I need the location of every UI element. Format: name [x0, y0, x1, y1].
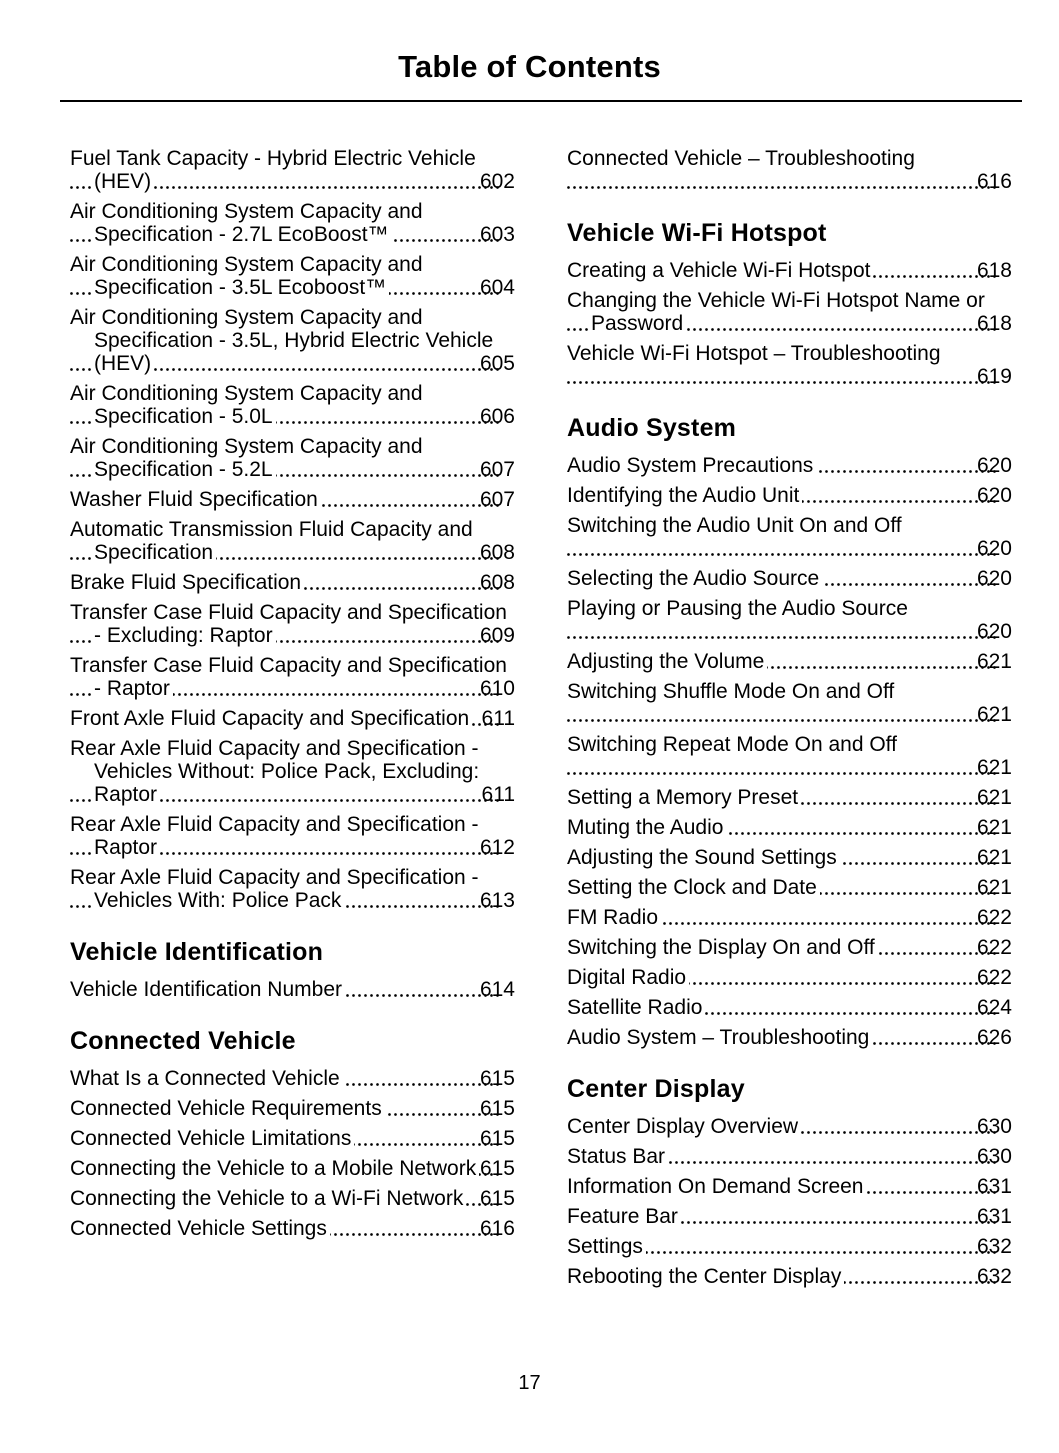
toc-entry-page: 616	[976, 170, 1012, 193]
toc-entry[interactable]	[567, 996, 1012, 1019]
toc-entry-page: 621	[976, 756, 1012, 779]
toc-entry-label: Connected Vehicle – Troubleshooting	[567, 147, 918, 170]
toc-entry-page: 613	[479, 889, 515, 912]
toc-entry[interactable]	[567, 567, 1012, 590]
toc-entry-label: Switching the Display On and Off	[567, 936, 878, 959]
toc-entry-page: 620	[976, 620, 1012, 643]
toc-entry-page: 621	[976, 876, 1012, 899]
toc-entry[interactable]	[70, 601, 515, 647]
toc-entry-label: Transfer Case Fluid Capacity and Specification - Excluding: Raptor	[70, 601, 507, 647]
toc-entry-label: Connected Vehicle Requirements	[70, 1097, 385, 1120]
toc-entry[interactable]	[70, 813, 515, 859]
toc-entry[interactable]	[567, 680, 1012, 726]
section-heading: Audio System	[567, 414, 737, 442]
toc-entry-page: 612	[479, 836, 515, 859]
toc-entry-label: Audio System Precautions	[567, 454, 816, 477]
toc-entry[interactable]	[70, 435, 515, 481]
toc-entry-label: Rear Axle Fluid Capacity and Specification - Vehicles With: Police Pack	[70, 866, 479, 912]
toc-entry[interactable]	[567, 1115, 1012, 1138]
toc-entry-label: Vehicle Identification Number	[70, 978, 345, 1001]
toc-entry-label: Information On Demand Screen	[567, 1175, 866, 1198]
toc-content	[0, 102, 1059, 1295]
toc-entry-label: Connecting the Vehicle to a Mobile Network	[70, 1157, 479, 1180]
toc-entry-label: FM Radio	[567, 906, 661, 929]
toc-entry[interactable]	[567, 454, 1012, 477]
toc-entry-page: 605	[479, 352, 515, 375]
toc-entry-label: Air Conditioning System Capacity and Specification - 5.0L	[70, 382, 423, 428]
toc-entry[interactable]	[70, 707, 515, 730]
toc-entry-page: 622	[976, 966, 1012, 989]
toc-entry-page: 615	[479, 1127, 515, 1150]
toc-entry-label: Rebooting the Center Display	[567, 1265, 844, 1288]
toc-entry[interactable]	[567, 906, 1012, 929]
toc-entry-label: Air Conditioning System Capacity and Specification - 2.7L EcoBoost™	[70, 200, 423, 246]
toc-entry[interactable]	[70, 253, 515, 299]
page-title: Table of Contents	[398, 49, 661, 84]
toc-entry[interactable]	[567, 936, 1012, 959]
toc-entry-label: Connecting the Vehicle to a Wi-Fi Network	[70, 1187, 466, 1210]
toc-entry-label: Feature Bar	[567, 1205, 681, 1228]
toc-entry-label: Switching the Audio Unit On and Off	[567, 514, 905, 537]
toc-entry-label: Air Conditioning System Capacity and Specification - 3.5L Ecoboost™	[70, 253, 423, 299]
toc-entry-label: Switching Repeat Mode On and Off	[567, 733, 900, 756]
toc-entry[interactable]	[567, 1235, 1012, 1258]
toc-entry-page: 616	[479, 1217, 515, 1240]
toc-entry[interactable]	[567, 289, 1012, 335]
toc-entry-page: 626	[976, 1026, 1012, 1049]
toc-entry[interactable]	[70, 1187, 515, 1210]
toc-entry-page: 622	[976, 906, 1012, 929]
toc-entry[interactable]	[70, 1157, 515, 1180]
toc-entry[interactable]	[567, 876, 1012, 899]
toc-entry[interactable]	[70, 147, 515, 193]
toc-entry-label: Audio System – Troubleshooting	[567, 1026, 872, 1049]
toc-entry-page: 604	[479, 276, 515, 299]
toc-entry-page: 620	[976, 537, 1012, 560]
toc-entry-page: 603	[479, 223, 515, 246]
toc-right-column	[567, 147, 1012, 1295]
toc-entry-page: 621	[976, 846, 1012, 869]
toc-entry-label: Digital Radio	[567, 966, 689, 989]
toc-entry[interactable]	[567, 816, 1012, 839]
toc-entry[interactable]	[70, 382, 515, 428]
toc-entry-label: Muting the Audio	[567, 816, 726, 839]
toc-entry[interactable]	[70, 200, 515, 246]
toc-entry-page: 615	[479, 1187, 515, 1210]
toc-entry-label: Setting a Memory Preset	[567, 786, 801, 809]
toc-entry-page: 630	[976, 1115, 1012, 1138]
toc-entry[interactable]	[567, 514, 1012, 560]
toc-entry[interactable]	[567, 650, 1012, 673]
toc-entry-label: Front Axle Fluid Capacity and Specification	[70, 707, 472, 730]
toc-entry-page: 607	[479, 488, 515, 511]
toc-entry-page: 620	[976, 454, 1012, 477]
toc-entry[interactable]	[70, 1127, 515, 1150]
toc-entry[interactable]	[567, 966, 1012, 989]
toc-entry-page: 624	[976, 996, 1012, 1019]
toc-entry-page: 611	[481, 707, 515, 730]
toc-entry-label: Selecting the Audio Source	[567, 567, 822, 590]
toc-entry-label: Washer Fluid Specification	[70, 488, 321, 511]
toc-entry[interactable]	[70, 1067, 515, 1090]
toc-entry-label: Connected Vehicle Settings	[70, 1217, 330, 1240]
toc-entry-label: What Is a Connected Vehicle	[70, 1067, 343, 1090]
toc-entry-page: 622	[976, 936, 1012, 959]
toc-entry-page: 610	[479, 677, 515, 700]
toc-entry[interactable]	[567, 1265, 1012, 1288]
toc-entry-label: Brake Fluid Specification	[70, 571, 304, 594]
toc-entry-page: 621	[976, 650, 1012, 673]
toc-entry-page: 621	[976, 703, 1012, 726]
toc-entry[interactable]	[567, 1205, 1012, 1228]
toc-entry[interactable]	[567, 786, 1012, 809]
toc-entry-page: 618	[976, 259, 1012, 282]
toc-entry[interactable]	[567, 1026, 1012, 1049]
toc-entry[interactable]	[70, 654, 515, 700]
toc-entry-label: Center Display Overview	[567, 1115, 801, 1138]
toc-entry[interactable]	[70, 518, 515, 564]
toc-entry-page: 632	[976, 1235, 1012, 1258]
toc-entry-page: 608	[479, 571, 515, 594]
toc-entry-page: 615	[479, 1067, 515, 1090]
toc-entry-page: 602	[479, 170, 515, 193]
toc-entry-page: 620	[976, 484, 1012, 507]
toc-entry-label: Creating a Vehicle Wi-Fi Hotspot	[567, 259, 873, 282]
toc-entry-page: 607	[479, 458, 515, 481]
toc-left-column	[70, 147, 515, 1295]
section-heading: Vehicle Wi-Fi Hotspot	[567, 219, 827, 247]
toc-entry-label: Fuel Tank Capacity - Hybrid Electric Vehicle (HEV)	[70, 147, 476, 193]
toc-entry[interactable]	[567, 1145, 1012, 1168]
toc-entry[interactable]	[70, 571, 515, 594]
toc-entry-page: 621	[976, 816, 1012, 839]
toc-entry[interactable]	[70, 978, 515, 1001]
toc-entry-page: 606	[479, 405, 515, 428]
toc-entry-label: Status Bar	[567, 1145, 668, 1168]
toc-entry[interactable]	[70, 1097, 515, 1120]
toc-entry-label: Satellite Radio	[567, 996, 705, 1019]
toc-entry-page: 621	[976, 786, 1012, 809]
section-heading: Vehicle Identification	[70, 938, 324, 966]
toc-entry[interactable]	[567, 147, 1012, 193]
page-number: 17	[518, 1372, 541, 1394]
toc-entry[interactable]	[567, 259, 1012, 282]
toc-entry-page: 618	[976, 312, 1012, 335]
toc-entry-page: 631	[976, 1205, 1012, 1228]
toc-entry[interactable]	[70, 306, 515, 375]
toc-entry[interactable]	[567, 342, 1012, 388]
toc-entry-label: Connected Vehicle Limitations	[70, 1127, 354, 1150]
toc-entry[interactable]	[567, 733, 1012, 779]
section-heading: Connected Vehicle	[70, 1027, 296, 1055]
toc-entry-label: Rear Axle Fluid Capacity and Specification - Raptor	[70, 813, 479, 859]
toc-entry-page: 630	[976, 1145, 1012, 1168]
toc-entry-label: Air Conditioning System Capacity and Specification - 5.2L	[70, 435, 423, 481]
toc-entry-label: Switching Shuffle Mode On and Off	[567, 680, 897, 703]
toc-entry-page: 614	[479, 978, 515, 1001]
toc-entry[interactable]	[567, 1175, 1012, 1198]
toc-entry-label: Adjusting the Sound Settings	[567, 846, 840, 869]
toc-entry-label: Vehicle Wi-Fi Hotspot – Troubleshooting	[567, 342, 944, 365]
toc-entry-page: 608	[479, 541, 515, 564]
toc-entry-page: 631	[976, 1175, 1012, 1198]
toc-entry[interactable]	[70, 737, 515, 806]
toc-entry-label: Setting the Clock and Date	[567, 876, 820, 899]
toc-entry-label: Transfer Case Fluid Capacity and Specification - Raptor	[70, 654, 507, 700]
toc-entry-page: 632	[976, 1265, 1012, 1288]
toc-entry-label: Adjusting the Volume	[567, 650, 767, 673]
toc-entry-page: 611	[481, 783, 515, 806]
toc-entry-label: Automatic Transmission Fluid Capacity and Specification	[70, 518, 473, 564]
toc-entry[interactable]	[70, 1217, 515, 1240]
toc-entry-page: 615	[479, 1097, 515, 1120]
toc-entry[interactable]	[567, 846, 1012, 869]
toc-entry-label: Identifying the Audio Unit	[567, 484, 802, 507]
section-heading: Center Display	[567, 1075, 745, 1103]
toc-entry[interactable]	[567, 484, 1012, 507]
toc-entry-label: Rear Axle Fluid Capacity and Specification - Vehicles Without: Police Pack, Excluding: Raptor	[70, 737, 480, 806]
toc-entry-page: 620	[976, 567, 1012, 590]
toc-entry-label: Changing the Vehicle Wi-Fi Hotspot Name or Password	[567, 289, 985, 335]
toc-entry-label: Air Conditioning System Capacity and Specification - 3.5L, Hybrid Electric Vehicle (HEV)	[70, 306, 494, 375]
toc-entry-label: Playing or Pausing the Audio Source	[567, 597, 911, 620]
toc-entry-page: 615	[479, 1157, 515, 1180]
toc-entry-page: 609	[479, 624, 515, 647]
toc-entry[interactable]	[70, 866, 515, 912]
toc-entry-label: Settings	[567, 1235, 646, 1258]
toc-entry-page: 619	[976, 365, 1012, 388]
toc-entry[interactable]	[567, 597, 1012, 643]
toc-entry[interactable]	[70, 488, 515, 511]
